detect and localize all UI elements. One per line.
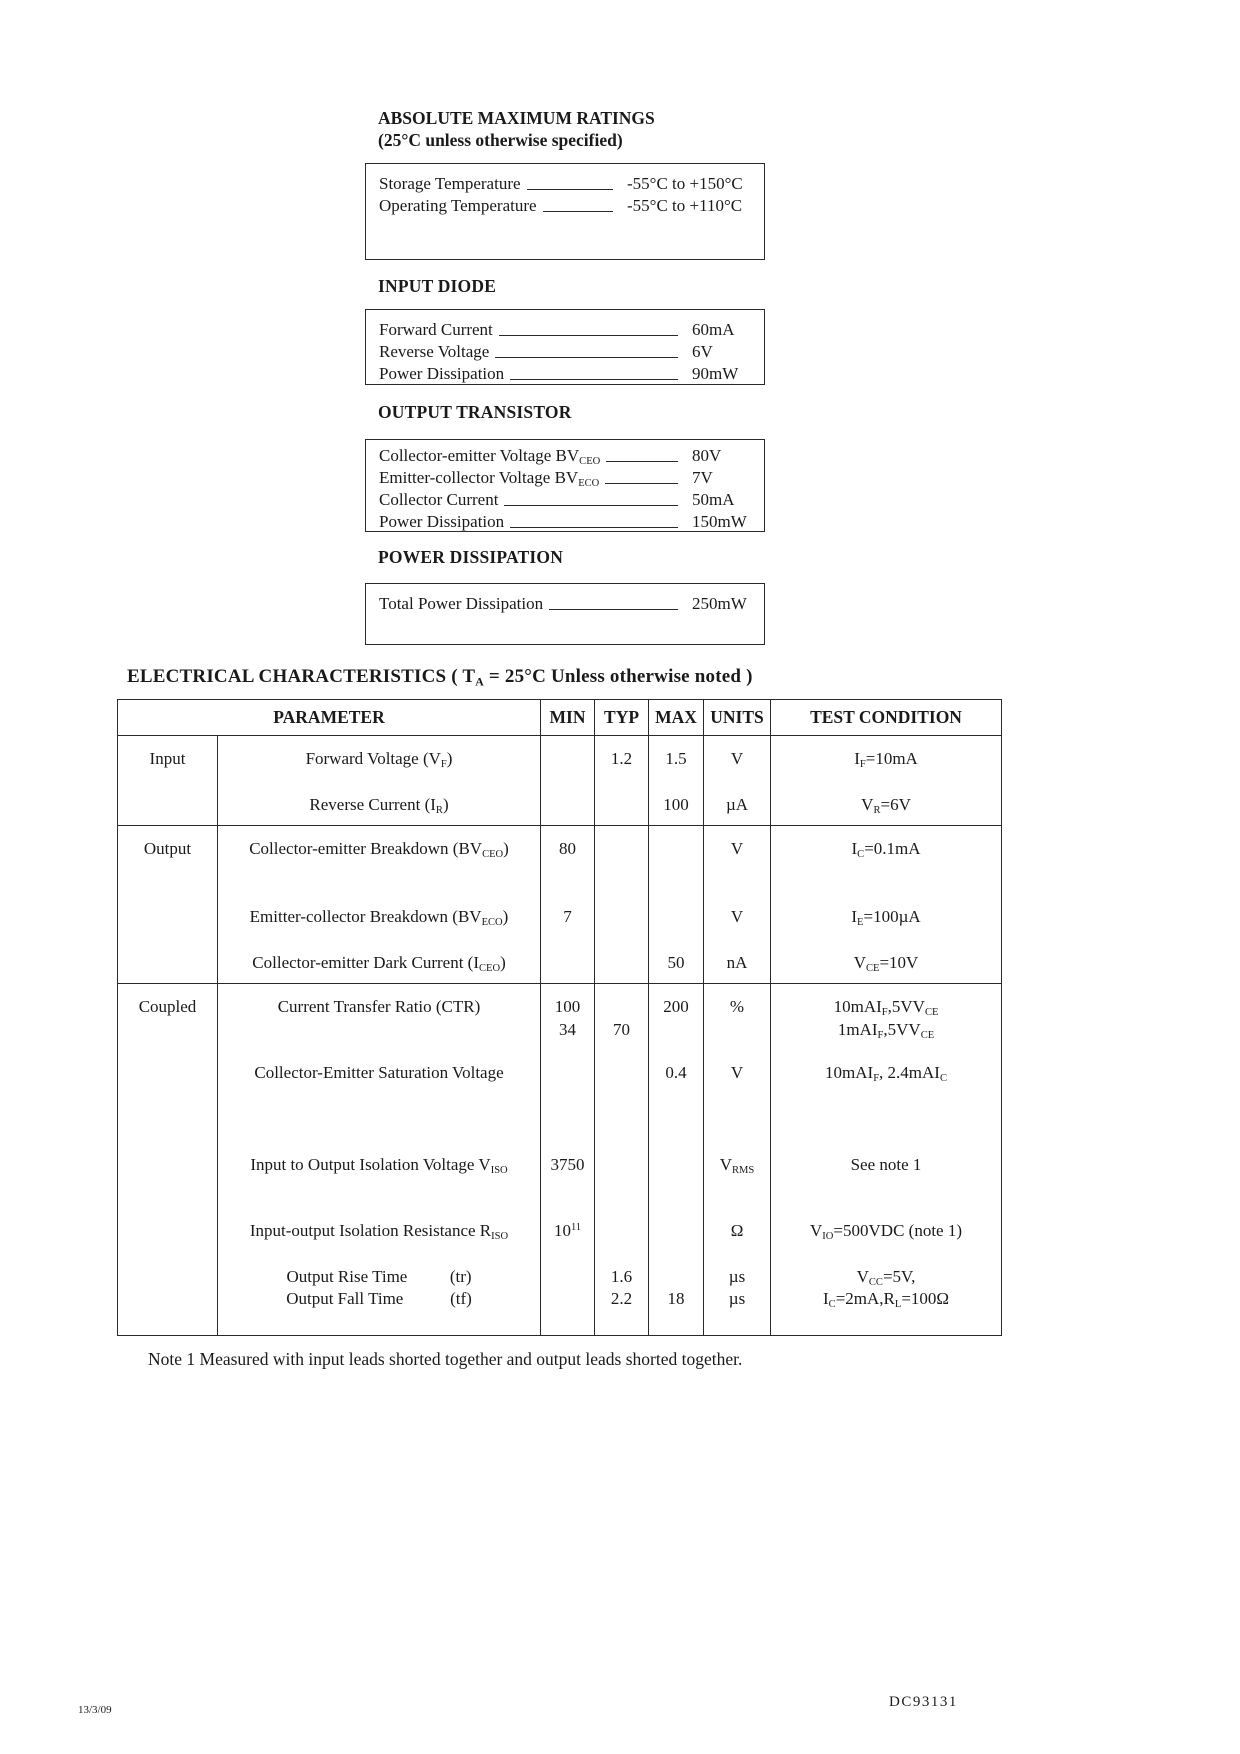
table-row: [118, 736, 1002, 782]
group-cell: Coupled: [118, 984, 218, 1336]
param-cell: Current Transfer Ratio (CTR): [218, 984, 541, 1050]
typ-cell: [595, 1142, 649, 1208]
units-cell: V: [704, 826, 771, 894]
power-dissipation-box: [365, 583, 765, 645]
test-cell: 10mAI$_F$, 2.4mAI$_C$: [771, 1050, 1002, 1142]
spec-row: [379, 362, 752, 384]
units-cell: µA: [704, 782, 771, 826]
header-test: TEST CONDITION: [771, 700, 1002, 736]
typ-cell: [595, 826, 649, 894]
spec-label: Operating Temperature: [379, 196, 537, 215]
param-cell: Input to Output Isolation Voltage $V_{ISO}$: [218, 1142, 541, 1208]
spec-label: Storage Temperature: [379, 174, 521, 193]
spec-value: 7V: [692, 468, 713, 487]
typ-cell: [595, 1208, 649, 1254]
spec-value: 6V: [692, 342, 713, 361]
footer-part-number: DC93131: [889, 1694, 958, 1710]
test-cell: $10mAI_F,5VV_{CE}$ $1mAI_F,5VV_{CE}$: [771, 984, 1002, 1050]
max-cell: 50: [649, 940, 704, 984]
min-cell: [541, 1050, 595, 1142]
max-cell: 200: [649, 984, 704, 1050]
footer-date: 13/3/09: [78, 1704, 112, 1716]
test-cell: $V_R=6V$: [771, 782, 1002, 826]
table-row: [118, 984, 1002, 1050]
units-cell: $V_{RMS}$: [704, 1142, 771, 1208]
min-cell: 100 34: [541, 984, 595, 1050]
typ-cell: [595, 894, 649, 940]
param-cell: Input-output Isolation Resistance $R_{ISO}$: [218, 1208, 541, 1254]
note-text: Note 1 Measured with input leads shorted together and output leads shorted together.: [148, 1349, 743, 1369]
spec-label: Collector-emitter Voltage $BV_{CEO}$: [379, 446, 601, 468]
output-transistor-title: OUTPUT TRANSISTOR: [378, 402, 572, 422]
spec-row: [379, 194, 752, 216]
table-row: [118, 1142, 1002, 1208]
group-cell: Output: [118, 826, 218, 984]
test-cell: $V_{CC}=5V$, $I_C=2mA,R_L=100\Omega$: [771, 1254, 1002, 1336]
units-cell: %: [704, 984, 771, 1050]
spec-label: Total Power Dissipation: [379, 594, 544, 613]
spec-label: Power Dissipation: [379, 512, 505, 531]
test-cell: $V_{IO}=500VDC$ (note 1): [771, 1208, 1002, 1254]
table-row: [118, 940, 1002, 984]
spec-row: [379, 318, 752, 340]
group-cell: Input: [118, 736, 218, 826]
spec-label: Reverse Voltage: [379, 342, 490, 361]
min-cell: 80: [541, 826, 595, 894]
spec-label: Forward Current: [379, 320, 493, 339]
spec-label: Collector Current: [379, 490, 499, 509]
table-row: [118, 1208, 1002, 1254]
spec-value: -55°C to +150°C: [627, 174, 743, 193]
param-cell: Reverse Current $(I_R)$: [218, 782, 541, 826]
header-max: MAX: [649, 700, 704, 736]
table-row: [118, 782, 1002, 826]
spec-value: 150mW: [692, 512, 747, 531]
table-row: [118, 894, 1002, 940]
units-cell: V: [704, 736, 771, 782]
min-cell: [541, 736, 595, 782]
table-row: [118, 826, 1002, 894]
header-min: MIN: [541, 700, 595, 736]
input-diode-title: INPUT DIODE: [378, 276, 497, 296]
spec-label: Power Dissipation: [379, 364, 505, 383]
spec-row: [379, 340, 752, 362]
spec-row: [379, 172, 752, 194]
spec-row: [379, 488, 752, 510]
spec-row: [379, 444, 752, 466]
spec-value: 90mW: [692, 364, 739, 383]
max-cell: [649, 1208, 704, 1254]
typ-cell: 1.6 2.2: [595, 1254, 649, 1336]
output-transistor-box: [365, 439, 765, 532]
units-cell: Ω: [704, 1208, 771, 1254]
max-cell: 1.5: [649, 736, 704, 782]
max-cell: 0.4: [649, 1050, 704, 1142]
max-cell: [649, 826, 704, 894]
units-cell: nA: [704, 940, 771, 984]
typ-cell: [595, 1050, 649, 1142]
spec-label: Emitter-collector Voltage $BV_{ECO}$: [379, 468, 600, 490]
table-row: [118, 1050, 1002, 1142]
spec-value: -55°C to +110°C: [627, 196, 743, 215]
input-diode-box: [365, 309, 765, 385]
min-cell: [541, 782, 595, 826]
max-cell: [649, 894, 704, 940]
abs-max-title-line1: ABSOLUTE MAXIMUM RATINGS: [378, 108, 655, 128]
units-cell: V: [704, 894, 771, 940]
min-cell: [541, 1254, 595, 1336]
param-cell: Emitter-collector Breakdown $(BV_{ECO})$: [218, 894, 541, 940]
typ-cell: 70: [595, 984, 649, 1050]
spec-value: 50mA: [692, 490, 735, 509]
spec-value: 60mA: [692, 320, 735, 339]
typ-cell: [595, 782, 649, 826]
min-cell: $10^{11}$: [541, 1208, 595, 1254]
min-cell: [541, 940, 595, 984]
header-parameter: PARAMETER: [118, 700, 541, 736]
param-cell: Collector-emitter Breakdown $(BV_{CEO})$: [218, 826, 541, 894]
test-cell: See note 1: [771, 1142, 1002, 1208]
test-cell: $V_{CE}=10V$: [771, 940, 1002, 984]
spec-value: 80V: [692, 446, 722, 465]
param-cell: Collector-Emitter Saturation Voltage: [218, 1050, 541, 1142]
spec-value: 250mW: [692, 594, 747, 613]
table-header-row: [118, 700, 1002, 736]
max-cell: [649, 1142, 704, 1208]
electrical-table: [117, 699, 1002, 1336]
power-dissipation-title: POWER DISSIPATION: [378, 547, 564, 567]
test-cell: $I_F=10mA$: [771, 736, 1002, 782]
abs-max-title: [378, 108, 655, 152]
spec-row: [379, 466, 752, 488]
header-units: UNITS: [704, 700, 771, 736]
typ-cell: [595, 940, 649, 984]
spec-row: [379, 510, 752, 532]
max-cell: 18: [649, 1254, 704, 1336]
electrical-title: ELECTRICAL CHARACTERISTICS ( $T_A = 25^\circ C$ Unless otherwise noted ): [127, 666, 753, 689]
units-cell: µs µs: [704, 1254, 771, 1336]
units-cell: V: [704, 1050, 771, 1142]
abs-max-title-line2: (25°C unless otherwise specified): [378, 129, 623, 150]
max-cell: 100: [649, 782, 704, 826]
param-cell: Output Rise Time (tr) Output Fall Time (tf): [218, 1254, 541, 1336]
test-cell: $I_E=100\mu A$: [771, 894, 1002, 940]
table-row: [118, 1254, 1002, 1336]
min-cell: 3750: [541, 1142, 595, 1208]
min-cell: 7: [541, 894, 595, 940]
header-typ: TYP: [595, 700, 649, 736]
spec-row: [379, 592, 752, 614]
param-cell: Collector-emitter Dark Current $(I_{CEO})$: [218, 940, 541, 984]
abs-max-box: [365, 163, 765, 260]
param-cell: Forward Voltage $(V_F)$: [218, 736, 541, 782]
test-cell: $I_C=0.1mA$: [771, 826, 1002, 894]
typ-cell: 1.2: [595, 736, 649, 782]
